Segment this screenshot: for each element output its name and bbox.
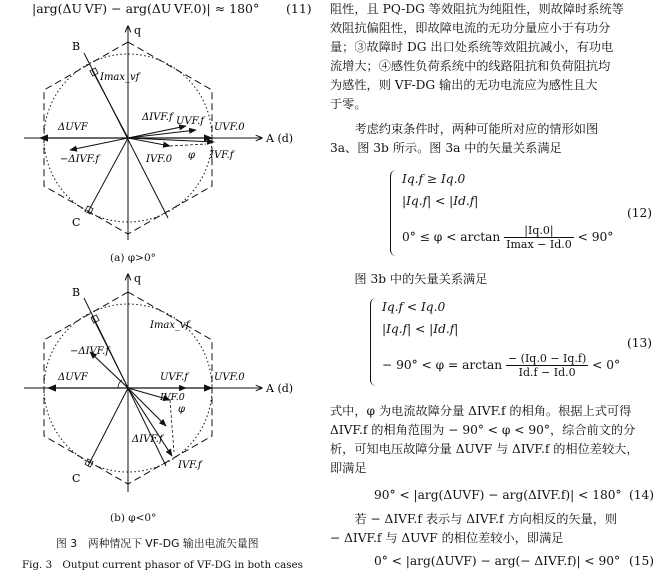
figure-b-caption: (b) φ<0°: [110, 512, 157, 524]
eq13-row3: [382, 352, 620, 379]
equation-12: [390, 168, 660, 260]
equation-15-number: (15): [628, 554, 654, 568]
label-C: C: [72, 216, 81, 229]
equation-12-number: (12): [626, 206, 652, 220]
text-line: 量；③故障时 DG 出口处系统等效阻抗减小，有功电: [330, 40, 614, 54]
line-to-c: [88, 138, 128, 212]
eq12-numerator: |Iq.0|: [504, 224, 574, 238]
label-phi: φ: [178, 404, 186, 415]
eq13-row1: Iq.f < Iq.0: [382, 300, 446, 314]
paragraph-5: [330, 510, 617, 548]
label-imax: Imax_vf: [100, 72, 140, 83]
label-Ivff: IVF.f: [178, 460, 202, 471]
figure-b-phasor-diagram: [0, 266, 320, 526]
paragraph-3: 图 3b 中的矢量关系满足: [354, 272, 488, 286]
label-phi: φ: [188, 150, 196, 161]
equation-13-number: (13): [626, 336, 652, 350]
eq12-denominator: Imax − Id.0: [506, 238, 572, 251]
vector-neg-dIvf: [70, 138, 128, 150]
axis-d-label: A (d): [266, 132, 294, 145]
label-Uvff: UVF.f: [176, 116, 204, 127]
label-neg-dIvf: −ΔIVF.f: [60, 154, 100, 165]
eq13-numerator: − (Iq.0 − Iq.f): [507, 352, 587, 365]
label-dIvf: ΔIVF.f: [132, 434, 163, 445]
equation-11: [32, 1, 312, 16]
equation-14-text: 90° < |arg(ΔUVF) − arg(ΔIVF.f)| < 180°: [374, 488, 622, 502]
figure-column: [0, 0, 320, 577]
text-line: 析，可知电压故障分量 ΔUVF 与 ΔIVF.f 的相位差较大，: [330, 442, 639, 456]
eq13-row2: |Iq.f| < |Id.f|: [382, 322, 459, 336]
line-to-c: [88, 388, 128, 466]
text-line: 即满足: [330, 461, 367, 475]
text-line: 效阻抗偏阻性，即故障电流的无功分量应小于有功分: [330, 21, 611, 35]
text-column: [330, 0, 660, 577]
eq12-row1: Iq.f ≥ Iq.0: [402, 172, 466, 186]
label-C: C: [72, 472, 81, 485]
text-line: − ΔIVF.f 与 ΔUVF 的相位差较小，即满足: [330, 531, 564, 545]
equation-11-number: (11): [286, 1, 312, 16]
eq13-row3-right: < 0°: [592, 358, 621, 372]
axis-d-label: A (d): [266, 382, 294, 395]
label-Uvff: UVF.f: [160, 372, 188, 383]
label-B: B: [72, 40, 81, 53]
eq12-row3: [402, 224, 613, 251]
text-line: 阻性，且 PQ-DG 等效阻抗为纯阻性，则故障时系统等: [330, 2, 624, 16]
label-Ivf0: IVF.0: [160, 392, 185, 403]
label-B: B: [72, 286, 81, 299]
paragraph-4: [330, 402, 639, 478]
label-Uvf0: UVF.0: [214, 122, 245, 133]
label-dIvf: ΔIVF.f: [142, 112, 173, 123]
text-line: 考虑约束条件时，两种可能所对应的情形如图: [354, 122, 599, 136]
label-Uvf0: UVF.0: [214, 372, 245, 383]
label-dUvf: ΔUVF: [58, 372, 88, 383]
paragraph-1: [330, 0, 624, 114]
eq12-row3-right: < 90°: [577, 230, 614, 244]
label-neg-dIvf: −ΔIVF.f: [70, 346, 110, 357]
figure-a-phasor-diagram: [0, 18, 320, 268]
text-line: 于零。: [330, 97, 367, 111]
figure-caption-cn: 图 3 两种情况下 VF-DG 输出电流矢量图: [56, 537, 259, 550]
equation-13: [370, 296, 660, 392]
eq12-row2: |Iq.f| < |Id.f|: [402, 194, 479, 208]
eq13-row3-left: − 90° < φ = arctan: [382, 358, 503, 372]
text-line: 为感性，则 VF-DG 输出的无功电流应为感性且大: [330, 78, 598, 92]
text-line: 3a、图 3b 所示。图 3a 中的矢量关系满足: [330, 141, 562, 155]
equation-14-number: (14): [628, 488, 654, 502]
label-imax: Imax_vf: [150, 320, 190, 331]
eq13-denominator: Id.f − Id.0: [518, 366, 576, 379]
figure-a-caption: (a) φ>0°: [110, 252, 156, 264]
paragraph-2: [330, 120, 598, 158]
text-line: 流增大；④感性负荷系统中的线路阻抗和负荷阻抗均: [330, 59, 611, 73]
label-Ivff: IVF.f: [210, 150, 234, 161]
text-line: 若 − ΔIVF.f 表示与 ΔIVF.f 方向相反的矢量，则: [354, 512, 618, 526]
label-dUvf: ΔUVF: [58, 122, 88, 133]
text-line: 式中，φ 为电流故障分量 ΔIVF.f 的相角。根据上式可得: [330, 404, 632, 418]
equation-14: [374, 486, 622, 505]
eq12-row3-left: 0° ≤ φ < arctan: [402, 230, 501, 244]
axis-q-label: q: [134, 24, 142, 37]
text-line: ΔIVF.f 的相角范围为 − 90° < φ < 90°，综合前文的分: [330, 423, 636, 437]
label-Ivf0: IVF.0: [146, 154, 173, 165]
axis-q-label: q: [134, 272, 142, 285]
figure-caption-en: Fig. 3 Output current phasor of VF-DG in both cases: [22, 559, 303, 571]
equation-11-text: |arg(ΔU VF) − arg(ΔU VF.0)| ≈ 180°: [32, 1, 260, 16]
equation-15: [374, 552, 620, 571]
equation-15-text: 0° < |arg(ΔUVF) − arg(− ΔIVF.f)| < 90°: [374, 554, 621, 568]
vector-neg-dIvf: [90, 352, 128, 388]
